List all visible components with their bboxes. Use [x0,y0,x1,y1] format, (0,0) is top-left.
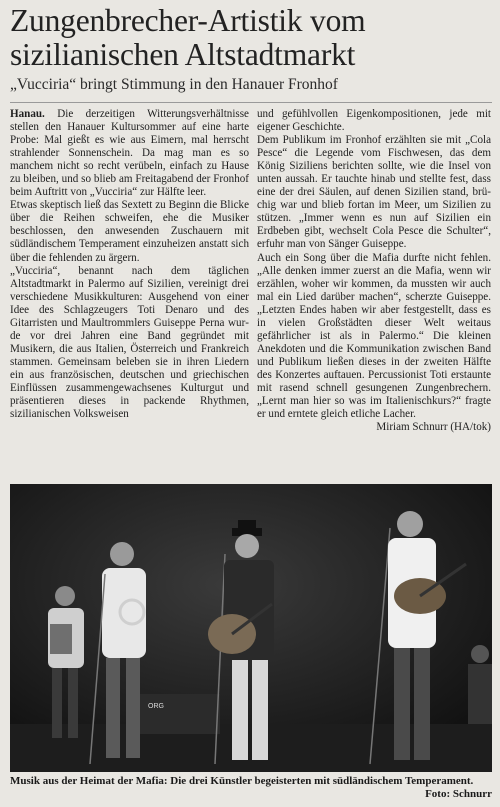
caption-text: Musik aus der Heimat der Mafia: Die drei Künstler begeisterten mit südländischem Temperament. [10,775,474,787]
paragraph-3: „Vucciria“, benannt nach dem täglichen Altstadtmarkt in Palermo auf Sizilien, vereinigt drei verschiedene Musikkulturen: Ausgehend von einer Idee des Schlagzeugers Toti Denaro und des Gitarristen und Maultrommlers Guiseppe Perna wurde vor drei Jahren eine Band gegründet mit Musikern, die aus Italien, Österreich und Frankreich stammen. Gemeinsam beleben sie in ihren Liedern ein aus französischen, deutschen und griechischen Einflüssen zusammengewachsenes Kulturgut und präsentieren dieses in packende Rhythmen, sizilianischen Volksweisen [10,264,249,421]
paragraph-5: Dem Publikum im Fronhof erzählten sie mit „Cola Pesce“ die Legende vom Fischwesen, das dem König Siziliens berichten sollte, wie die Insel von unten aussah. Er tauchte hinab und stellte fest, dass eine der drei Säulen, auf denen Sizilien stand, brüchig war und blieb fortan im Meer, um Sizilien zu stützen. „Immer wenn es nun auf Sizilien ein Erdbeben gibt, wechselt Cola Pesce die Schulter“, erfuhr man von Sänger Guiseppe. [257,134,491,251]
paragraph-1 [10,108,249,199]
subheadline: „Vucciria“ bringt Stimmung in den Hanauer Fronhof [10,76,338,93]
headline-line-2: sizilianischen Altstadtmarkt [10,37,356,72]
headline [10,4,492,72]
article-column-left [10,108,249,421]
paragraph-4: und gefühlvollen Eigenkompositionen, jede mit eigener Geschichte. [257,108,491,134]
photo-caption [10,775,492,801]
paragraph-2: Etwas skeptisch ließ das Sextett zu Beginn die Blicke über die Reihen schweifen, ehe die Musiker beschlossen, den anwesenden Zuschauern mit südländischem Temperament einzuheizen anstatt sich über die fehlenden zu ärgern. [10,199,249,264]
photo-credit: Foto: Schnurr [425,788,492,800]
dateline: Hanau. [10,108,45,120]
concert-photo [10,484,492,772]
author-credit: Miriam Schnurr (HA/tok) [376,421,491,434]
paragraph-6: Auch ein Song über die Mafia durfte nicht fehlen. „Alle denken immer zuerst an die Mafia, wenn wir erzählen, woher wir kommen, da mussten wir auch mal ein Lied darüber machen“, scherzte Guiseppe. „Letzten Endes haben wir aber festgestellt, dass es in vielen Großstädten dieser Welt weitaus gefährlicher ist als in Palermo.“ Die kleinen Anekdoten und die Kommunikation zwischen Band und Publikum ließen dieses in der zweiten Hälfte des Konzertes auftauen. Percussionist Toti erstaunte mit rasend schnell gesungenen Zungenbrechern. „Lernt man hier so was im Italienischkurs?“ fragte er und erntete gleich etliche Lacher. [257,251,491,421]
headline-line-1: Zungenbrecher-Artistik vom [10,3,366,38]
paragraph-1-text: Die derzeitigen Witterungsverhältnisse stellen den Hanauer Kultursommer auf eine harte Probe: Mal gießt es wie aus Eimern, mal herrscht strahlender Sonnenschein. Da mag man es so manchem nicht so recht verübeln, einfach zu Hause zu bleiben, und so blieb am Freitagabend der Fronhof beim Auftritt von „Vucciria“ zur Hälfte leer. [10,108,249,199]
article-column-right [257,108,491,434]
drum-label: ORG [148,703,164,710]
divider [10,102,492,103]
